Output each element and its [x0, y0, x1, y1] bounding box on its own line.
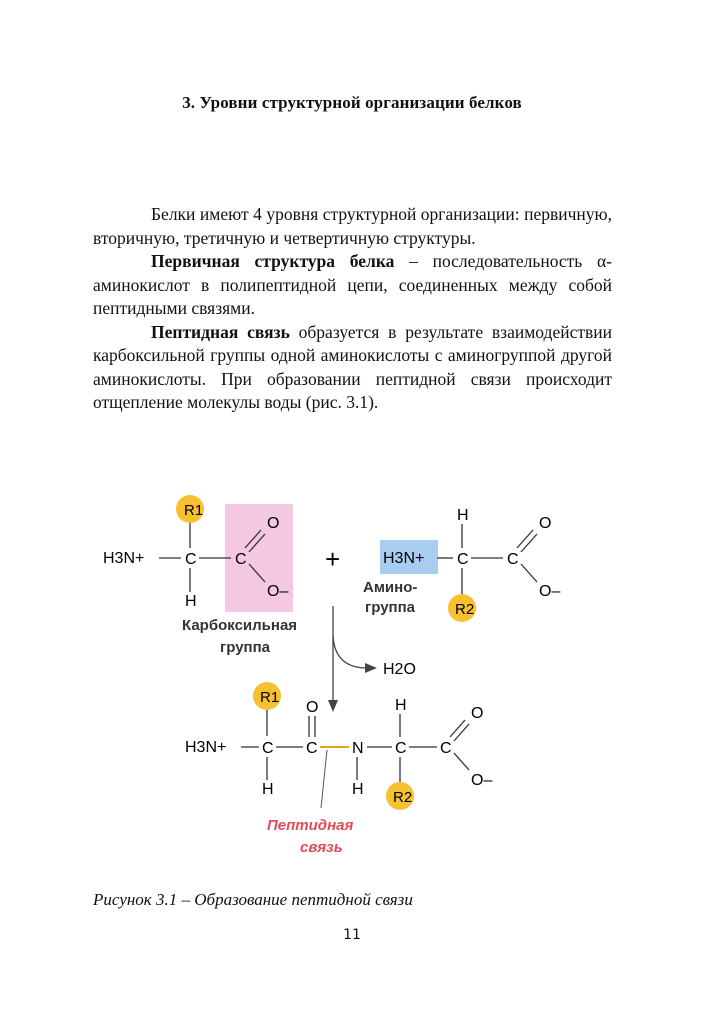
r1-label: R1	[184, 502, 204, 519]
aa1-h3n: H3N+	[103, 550, 145, 567]
carboxyl-group-label-line1: Карбоксильная	[182, 617, 298, 634]
dipeptide-h-n: H	[352, 781, 364, 798]
dipeptide-h1: H	[262, 781, 274, 798]
paragraph-peptide-bond	[93, 321, 612, 415]
peptide-pointer	[321, 750, 327, 808]
peptide-label-line2: связь	[300, 839, 343, 856]
aa1-o: O	[267, 515, 280, 532]
aa2-h-top: H	[457, 507, 469, 524]
water-label: H2O	[383, 661, 416, 678]
dipeptide-h3n: H3N+	[185, 739, 227, 756]
aa2-o: O	[539, 515, 552, 532]
amino-group-label-line1: Амино-	[363, 579, 418, 596]
definition-primary-structure: – последовательность α-аминокислот в полипептидной цепи, соединенных между собой пептидными связями.	[93, 251, 612, 318]
reaction-arrowhead	[328, 700, 338, 712]
paragraph-primary-structure	[93, 250, 612, 321]
water-arrowhead	[365, 663, 377, 673]
dipeptide-h-top: H	[395, 697, 407, 714]
term-peptide-bond: Пептидная связь	[151, 321, 290, 342]
aa2-c-carboxyl: C	[507, 551, 519, 568]
aa1-c-carboxyl: C	[235, 551, 247, 568]
plus-sign: +	[325, 544, 341, 574]
aa1-o-minus: O–	[267, 583, 289, 600]
carboxyl-group-label-line2: группа	[220, 639, 271, 656]
aa1-c-alpha: C	[185, 551, 197, 568]
peptide-bond-diagram	[95, 488, 565, 868]
dipeptide-c4: C	[440, 740, 452, 757]
peptide-bond-figure	[95, 488, 565, 868]
term-primary-structure: Первичная структура белка	[151, 251, 395, 271]
dipeptide-o2: O	[471, 705, 484, 722]
dipeptide-r2-label: R2	[393, 789, 413, 806]
amino-group-label-line2: группа	[365, 599, 416, 616]
dipeptide-c2: C	[306, 740, 318, 757]
dipeptide-c3: C	[395, 740, 407, 757]
dipeptide-r1-label: R1	[260, 689, 280, 706]
body-text	[93, 203, 612, 415]
r2-label: R2	[455, 601, 475, 618]
dipeptide-n: N	[352, 740, 364, 757]
water-arrow	[333, 636, 367, 668]
page-number: 11	[343, 927, 361, 943]
figure-caption: Рисунок 3.1 – Образование пептидной связи	[93, 890, 413, 909]
dipeptide-o: O	[306, 699, 319, 716]
aa2-c-alpha: C	[457, 551, 469, 568]
definition-peptide-bond: образуется в результате взаимодействии карбоксильной группы одной аминокислоты с аминогруппой другой аминокислоты. При образовании пептидной связи происходит отщепление молекулы воды (рис. 3.1).	[93, 321, 612, 412]
peptide-label-line1: Пептидная	[267, 817, 354, 834]
aa1-h: H	[185, 593, 197, 610]
aa2-h3n: H3N+	[383, 550, 425, 567]
aa2-o-minus: O–	[539, 583, 561, 600]
section-heading: 3. Уровни структурной организации белков	[182, 93, 522, 112]
dipeptide-o-minus: O–	[471, 772, 493, 789]
dipeptide-c1: C	[262, 740, 274, 757]
paragraph-levels: Белки имеют 4 уровня структурной организации: первичную, вторичную, третичную и четвертичную структуры.	[93, 204, 612, 248]
